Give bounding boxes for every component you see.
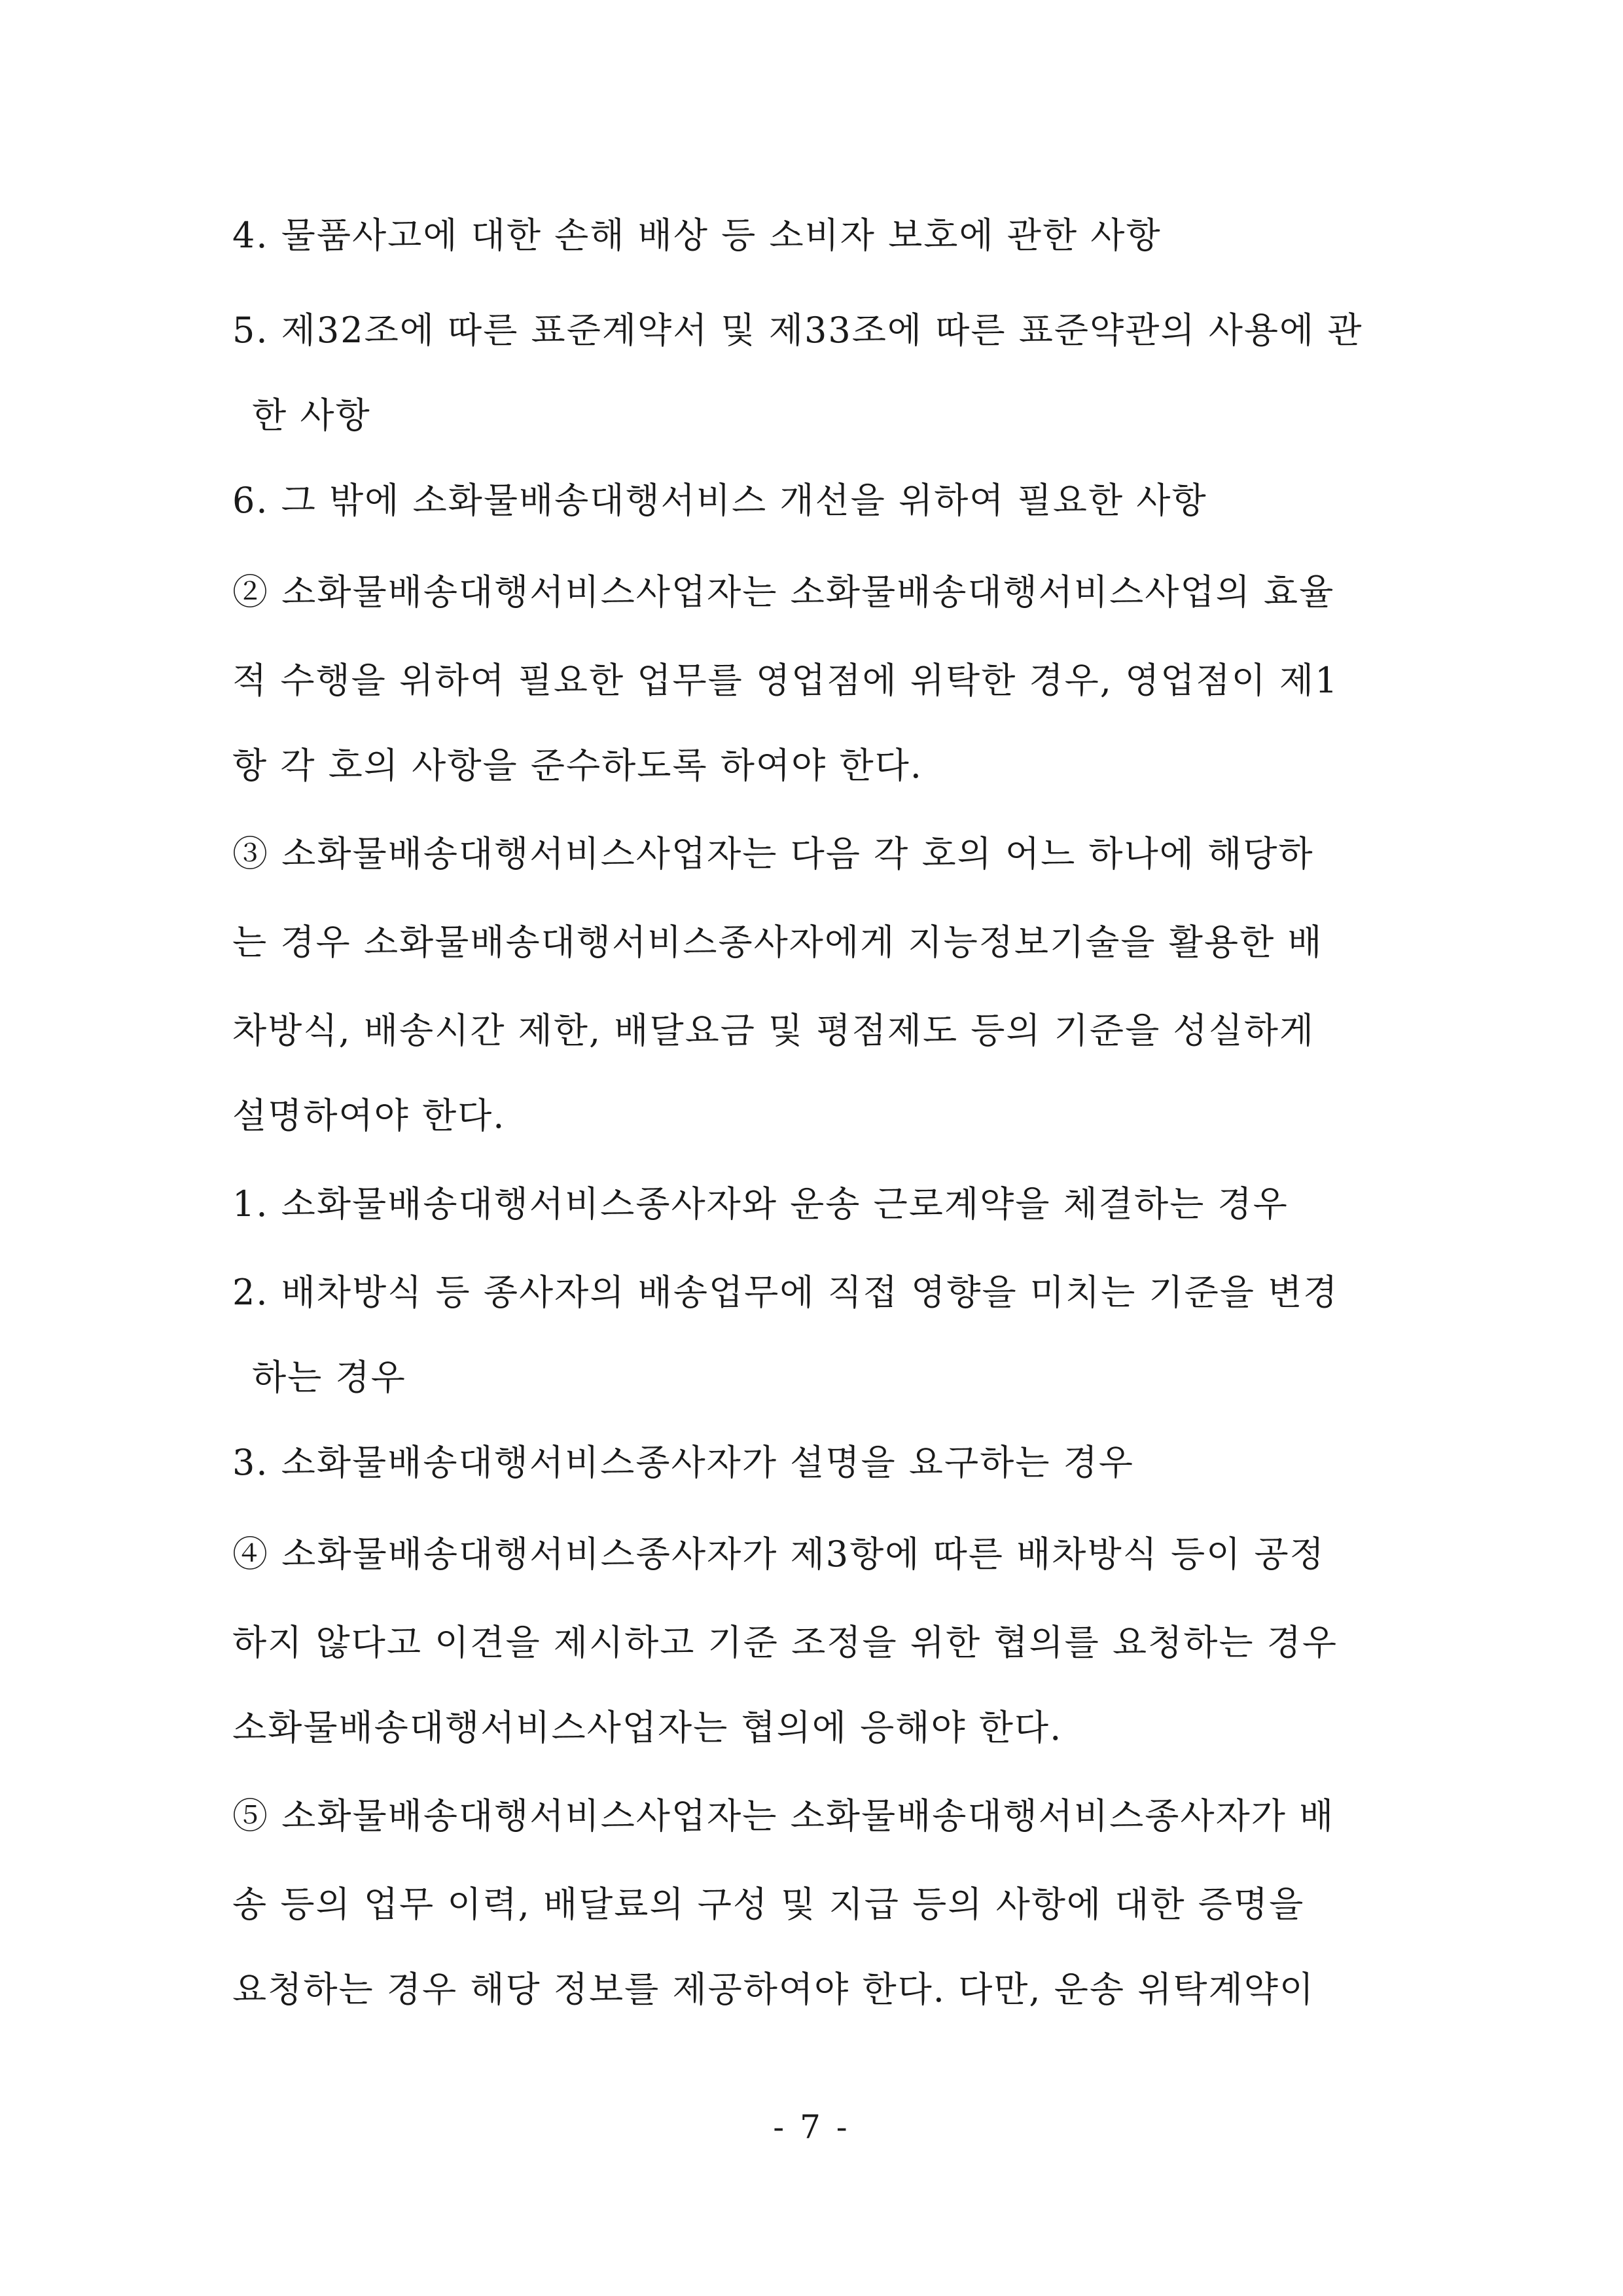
- text-line: 소화물배송대행서비스사업자는 협의에 응해야 한다.: [232, 1707, 1063, 1748]
- text-line: 3. 소화물배송대행서비스종사자가 설명을 요구하는 경우: [232, 1442, 1134, 1483]
- text-line: 항 각 호의 사항을 준수하도록 하여야 한다.: [232, 745, 923, 786]
- text-line: ④ 소화물배송대행서비스종사자가 제3항에 따른 배차방식 등이 공정: [232, 1534, 1325, 1575]
- text-line: 적 수행을 위하여 필요한 업무를 영업점에 위탁한 경우, 영업점이 제1: [232, 660, 1339, 701]
- text-line: 1. 소화물배송대행서비스종사자와 운송 근로계약을 체결하는 경우: [232, 1183, 1289, 1225]
- text-line: 4. 물품사고에 대한 손해 배상 등 소비자 보호에 관한 사항: [232, 215, 1162, 256]
- text-line: ⑤ 소화물배송대행서비스사업자는 소화물배송대행서비스종사자가 배: [232, 1795, 1335, 1837]
- text-line: 5. 제32조에 따른 표준계약서 및 제33조에 따른 표준약관의 사용에 관: [232, 310, 1363, 351]
- text-line: 송 등의 업무 이력, 배달료의 구성 및 지급 등의 사항에 대한 증명을: [232, 1884, 1305, 1925]
- text-line: 한 사항: [252, 395, 371, 436]
- text-line: 설명하여야 한다.: [232, 1095, 506, 1136]
- text-line: ② 소화물배송대행서비스사업자는 소화물배송대행서비스사업의 효율: [232, 571, 1335, 613]
- text-line: 하지 않다고 이견을 제시하고 기준 조정을 위한 협의를 요청하는 경우: [232, 1622, 1338, 1663]
- text-line: 하는 경우: [252, 1357, 406, 1398]
- text-line: 2. 배차방식 등 종사자의 배송업무에 직접 영향을 미치는 기준을 변경: [232, 1272, 1339, 1313]
- text-line: 차방식, 배송시간 제한, 배달요금 및 평점제도 등의 기준을 성실하게: [232, 1010, 1315, 1051]
- page-number: - 7 -: [773, 2108, 850, 2146]
- text-line: 요청하는 경우 해당 정보를 제공하여야 한다. 다만, 운송 위탁계약이: [232, 1969, 1315, 2010]
- text-line: 6. 그 밖에 소화물배송대행서비스 개선을 위하여 필요한 사항: [232, 480, 1207, 521]
- text-line: 는 경우 소화물배송대행서비스종사자에게 지능정보기술을 활용한 배: [232, 922, 1323, 963]
- text-line: ③ 소화물배송대행서비스사업자는 다음 각 호의 어느 하나에 해당하: [232, 833, 1314, 874]
